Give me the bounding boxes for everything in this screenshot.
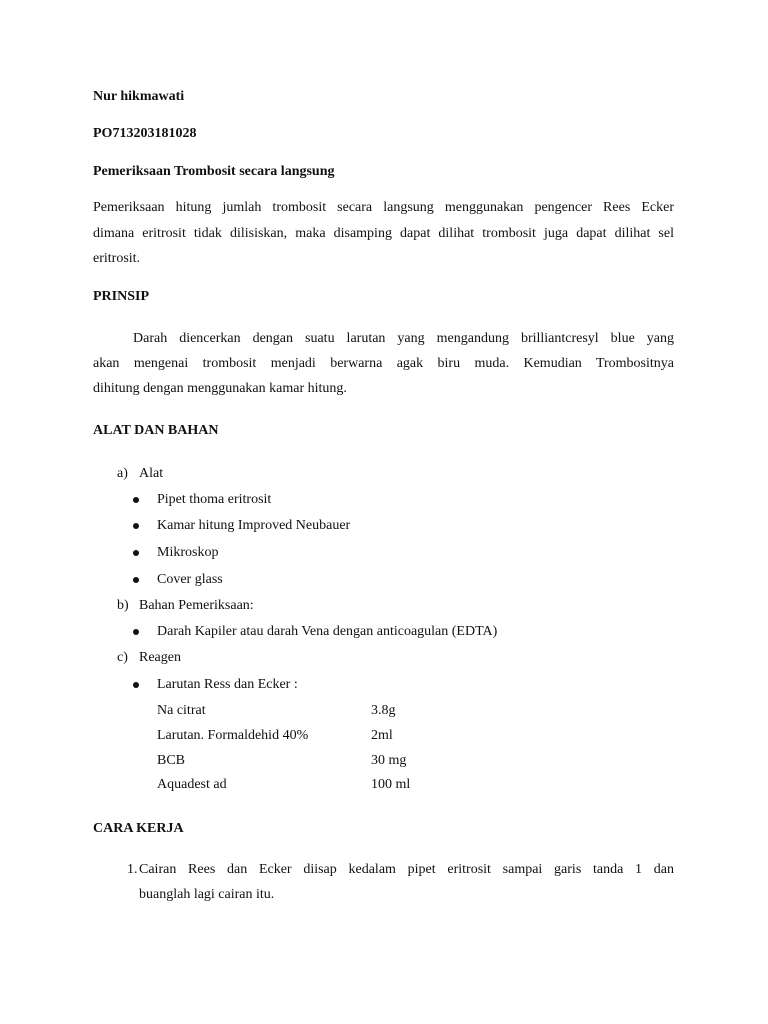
list-item: Darah Kapiler atau darah Vena dengan anticoagulan (EDTA) xyxy=(157,624,498,639)
section-marker: b) xyxy=(117,598,129,613)
list-item: Pipet thoma eritrosit xyxy=(157,492,272,507)
reagent-name: Aquadest ad xyxy=(157,777,227,792)
prinsip-line-3: dihitung dengan menggunakan kamar hitung. xyxy=(93,381,347,396)
section-marker: c) xyxy=(117,650,128,665)
bullet-icon xyxy=(133,497,139,503)
section-title: Reagen xyxy=(139,650,181,665)
document-title: Pemeriksaan Trombosit secara langsung xyxy=(93,164,335,179)
step-number: 1. xyxy=(127,862,138,877)
section-title: Alat xyxy=(139,466,164,481)
student-id: PO713203181028 xyxy=(93,126,197,141)
prinsip-line-2: akan mengenai trombosit menjadi berwarna agak biru muda. Kemudian Trombositnya xyxy=(93,356,674,371)
intro-line-2: dimana eritrosit tidak dilisiskan, maka disamping dapat dilihat trombosit juga dapat dilihat sel xyxy=(93,226,674,241)
bullet-icon xyxy=(133,629,139,635)
section-marker: a) xyxy=(117,466,128,481)
reagent-amount: 100 ml xyxy=(371,777,411,792)
list-item: Cover glass xyxy=(157,572,223,587)
bullet-icon xyxy=(133,682,139,688)
reagent-name: Larutan. Formaldehid 40% xyxy=(157,728,309,743)
cara-kerja-heading: CARA KERJA xyxy=(93,821,184,836)
intro-line-1: Pemeriksaan hitung jumlah trombosit secara langsung menggunakan pengencer Rees Ecker xyxy=(93,200,674,215)
list-item: Mikroskop xyxy=(157,545,219,560)
bullet-icon xyxy=(133,523,139,529)
intro-line-3: eritrosit. xyxy=(93,251,141,266)
reagent-amount: 30 mg xyxy=(371,753,407,768)
list-item: Kamar hitung Improved Neubauer xyxy=(157,518,351,533)
prinsip-heading: PRINSIP xyxy=(93,289,150,304)
section-title: Bahan Pemeriksaan: xyxy=(139,598,254,613)
reagent-amount: 3.8g xyxy=(371,703,396,718)
reagent-amount: 2ml xyxy=(371,728,393,743)
prinsip-line-1: Darah diencerkan dengan suatu larutan yang mengandung brilliantcresyl blue yang xyxy=(133,331,674,346)
alat-bahan-heading: ALAT DAN BAHAN xyxy=(93,423,219,438)
list-item: Larutan Ress dan Ecker : xyxy=(157,677,298,692)
reagent-name: Na citrat xyxy=(157,703,206,718)
step-line-1: Cairan Rees dan Ecker diisap kedalam pipet eritrosit sampai garis tanda 1 dan xyxy=(139,862,674,877)
reagent-name: BCB xyxy=(157,753,186,768)
bullet-icon xyxy=(133,577,139,583)
author-name: Nur hikmawati xyxy=(93,89,185,104)
step-line-2: buanglah lagi cairan itu. xyxy=(139,887,275,902)
bullet-icon xyxy=(133,550,139,556)
